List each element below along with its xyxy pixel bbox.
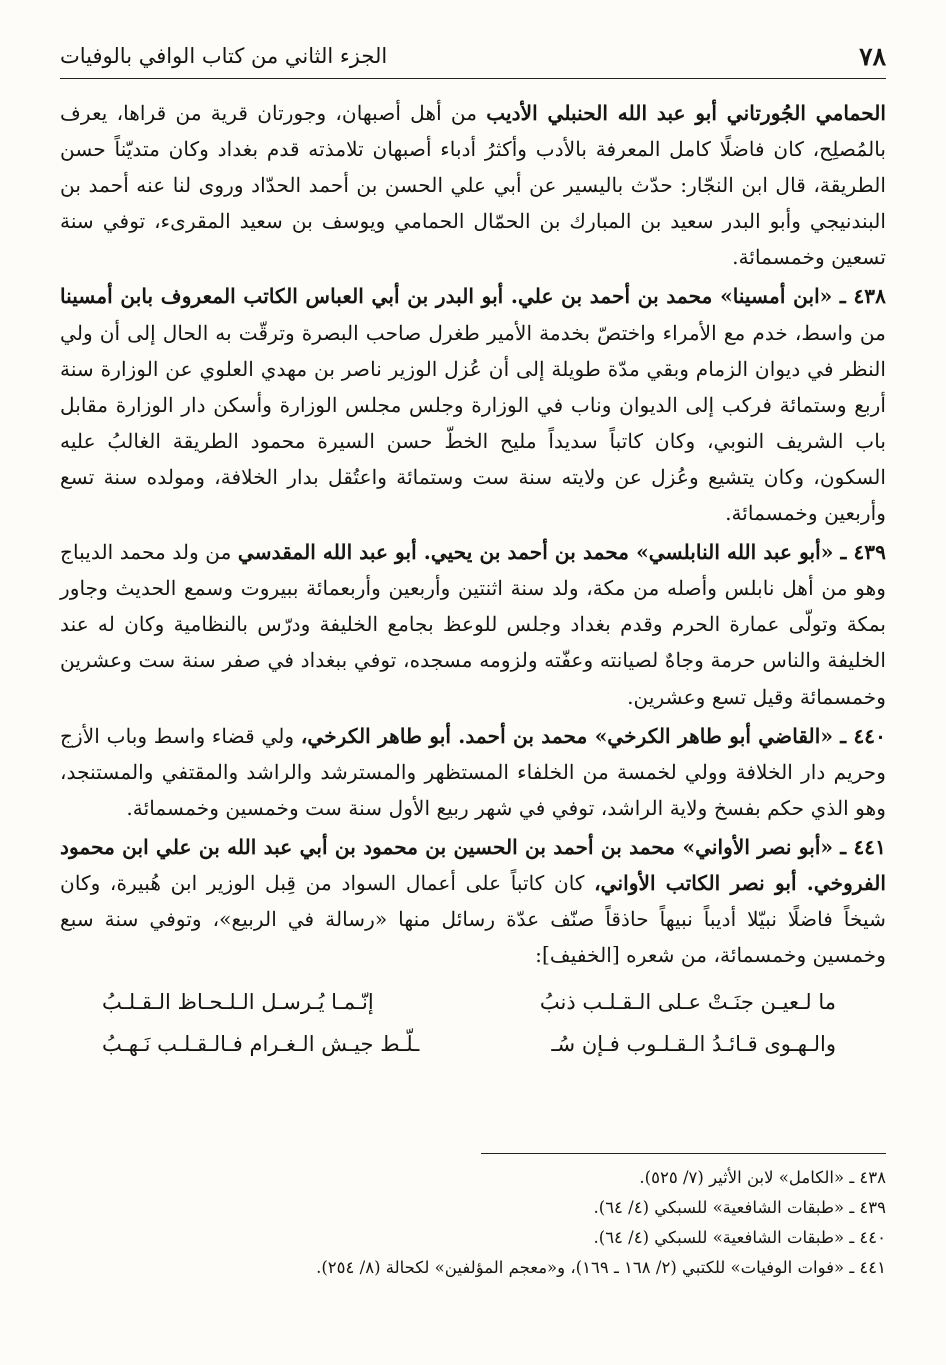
running-head — [60, 34, 886, 79]
entry-441 — [60, 829, 886, 973]
footnote-divider — [481, 1153, 886, 1154]
entry-438 — [60, 278, 886, 531]
footnotes — [60, 1163, 886, 1283]
entry-437-name: الحمامي الجُورتاني أبو عبد الله الحنبلي الأديب — [486, 101, 886, 125]
verse-first-hemistich: والـهـوى قـائـدُ الـقـلـوب فـإن سُـ — [551, 1032, 836, 1057]
footnote-440: ٤٤٠ ـ «طبقات الشافعية» للسبكي (٤/ ٦٤). — [593, 1228, 886, 1247]
footnote-439: ٤٣٩ ـ «طبقات الشافعية» للسبكي (٤/ ٦٤). — [593, 1198, 886, 1217]
entry-437 — [60, 95, 886, 275]
entry-438-text: من واسط، خدم مع الأمراء واختصّ بخدمة الأمير طغرل صاحب البصرة وترقّت به الحال إلى أن ولي النظر في ديوان الزمام وبقي مدّة طويلة إلى أن عُزل الوزير ناصر بن مهدي العلوي عن الوزارة سنة أربع وستمائة فركب إلى الديوان وناب في الوزارة وجلس مجلس الوزارة وأسكن دار الوزارة مقابل باب الشريف النوبي، وكان كاتباً سديداً مليح الخطّ حسن السيرة محمود الطريقة الغالبُ عليه السكون، وكان يتشيع وعُزل عن ولايته سنة ست وستمائة واعتُقل بدار الخلافة، ومولده سنة تسع وأربعين وخمسمائة. — [60, 320, 887, 526]
entry-439-text: من ولد محمد الديباج وهو من أهل نابلس وأصله من مكة، ولد سنة اثنتين وأربعين وأربعمائة ببيروت وسمع الحديث وجاور بمكة وتولّى عمارة الحرم وقدم بغداد وجلس للوعظ بجامع الخليفة ودرّس بالنظامية وكان له عند الخليفة والناس حرمة وجاهٌ لصيانته وعفّته ولزومه مسجده، توفي ببغداد في صفر سنة ست وعشرين وخمسمائة وقيل تسع وعشرين. — [60, 540, 886, 709]
verse-first-hemistich: ما لـعيـن جنَـتْ عـلى الـقـلـب ذنبُ — [539, 990, 836, 1015]
book-title: الجزء الثاني من كتاب الوافي بالوفيات — [60, 44, 388, 68]
verse-line — [60, 981, 886, 1023]
page-number: ٧٨ — [859, 41, 886, 71]
entry-440-text: ولي قضاء واسط وباب الأزج وحريم دار الخلافة وولي لخمسة من الخلفاء المستظهر والمسترشد والراشد والمقتفي والمستنجد، وهو الذي حكم بفسخ ولاية الراشد، توفي في شهر ربيع الأول سنة ست وخمسين وخمسمائة. — [60, 723, 886, 820]
entry-441-head: ٤٤١ ـ «أبو نصر الأواني» محمد بن أحمد بن الحسين بن محمود بن أبي عبد الله بن علي ابن محمود الفروخي. أبو نصر الكاتب الأواني، — [60, 834, 886, 895]
verse-second-hemistich: ـلّـط جيـش الـغـرام فـالـقـلـب نَـهـبُ — [102, 1032, 420, 1057]
entry-437-text: من أهل أصبهان، وجورتان قرية من قراها، يعرف بالمُصلِح، كان فاضلًا كامل المعرفة بالأدب وأكثرُ أدباء أصبهان تلامذته قدم بغداد وكان متديّناً حسن الطريقة، قال ابن النجّار: حدّث باليسير عن أبي علي الحسن بن أحمد الحدّاد وروى لنا عنه أحمد بن البندنيجي وأبو البدر سعيد بن المبارك بن الحمّال الحمامي ويوسف بن سعيد المقرىء، توفي سنة تسعين وخمسمائة. — [60, 101, 886, 270]
footnote-441: ٤٤١ ـ «فوات الوفيات» للكتبي (٢/ ١٦٨ ـ ١٦٩)، و«معجم المؤلفين» لكحالة (٨/ ٢٥٤). — [316, 1258, 886, 1277]
poem — [60, 981, 886, 1065]
verse-line — [60, 1023, 886, 1065]
footnote-438: ٤٣٨ ـ «الكامل» لابن الأثير (٧/ ٥٢٥). — [639, 1168, 886, 1187]
entry-439-head: ٤٣٩ ـ «أبو عبد الله النابلسي» محمد بن أحمد بن يحيي. أبو عبد الله المقدسي — [237, 540, 886, 565]
entry-440-head: ٤٤٠ ـ «القاضي أبو طاهر الكرخي» محمد بن أحمد. أبو طاهر الكرخي، — [300, 723, 886, 748]
verse-second-hemistich: إنّـمـا يُـرسـل الـلـحـاظ الـقـلـبُ — [102, 990, 374, 1015]
entry-439 — [60, 534, 886, 714]
entry-440 — [60, 718, 886, 826]
entry-441-text: كان كاتباً على أعمال السواد من قِبل الوزير ابن هُبيرة، وكان شيخاً فاضلًا نبيّلا أديباً نبيهاً حاذقاً صنّف عدّة رسائل منها «رسالة في الربيع»، وتوفي سنة سبع وخمسين وخمسمائة، من شعره [الخفيف]: — [60, 870, 886, 968]
entry-438-head: ٤٣٨ ـ «ابن أمسينا» محمد بن أحمد بن علي. أبو البدر بن أبي العباس الكاتب المعروف بابن أمسينا — [60, 284, 886, 309]
main-text — [60, 95, 886, 1065]
